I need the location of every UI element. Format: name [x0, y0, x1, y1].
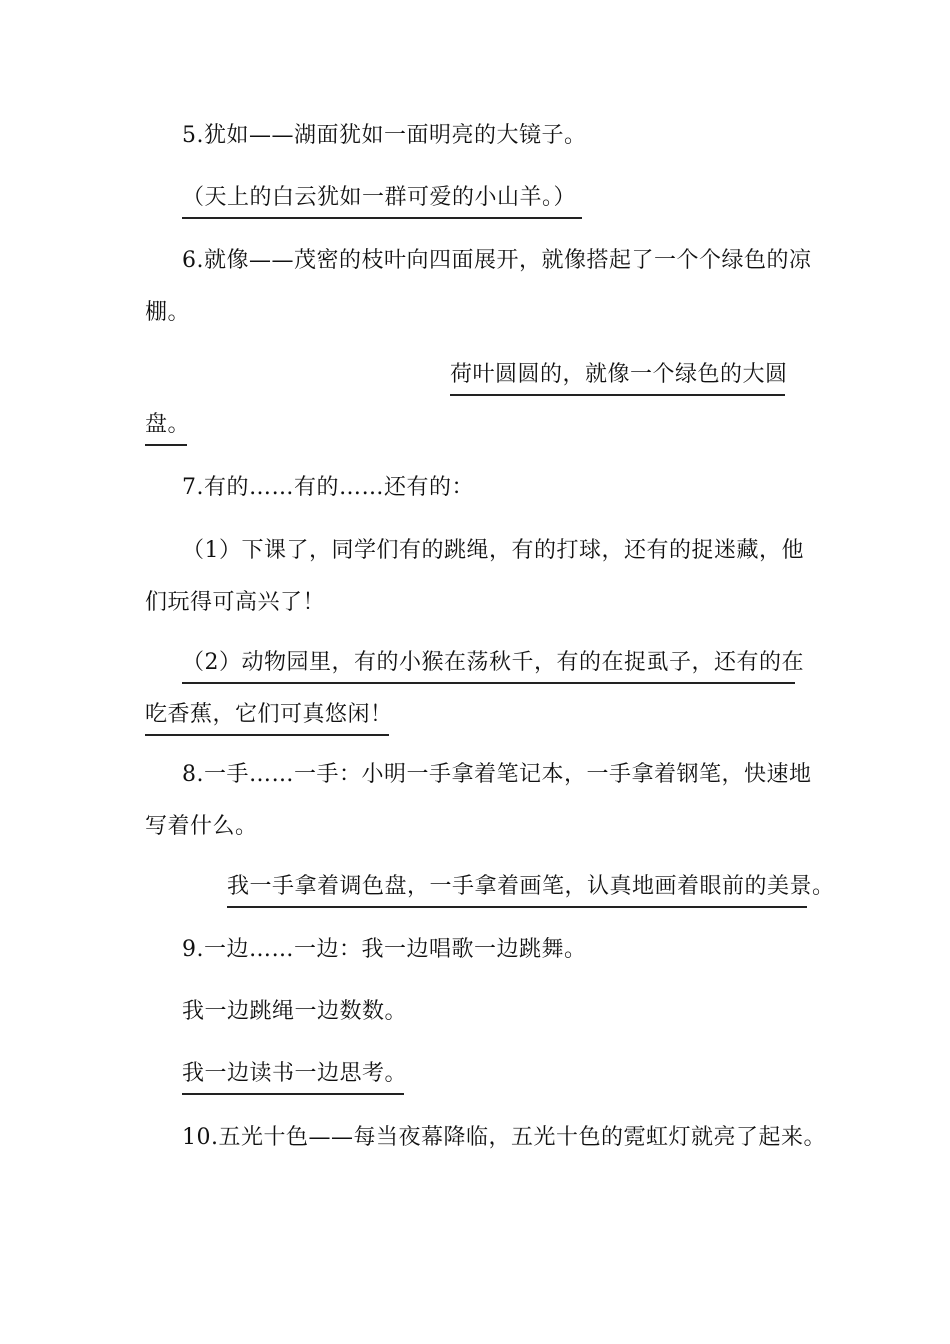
item-7-prompt: 7.有的……有的……还有的： — [182, 475, 474, 500]
item-6-prompt-cont: 棚。 — [145, 300, 191, 325]
item-7-example-1-cont: 们玩得可高兴了！ — [145, 590, 326, 615]
item-7-answer-cont: 吃香蕉，它们可真悠闲！ — [145, 700, 389, 736]
item-8-prompt-cont: 写着什么。 — [145, 814, 258, 839]
item-7-example-1: （1）下课了，同学们有的跳绳，有的打球，还有的捉迷藏，他 — [182, 538, 804, 563]
item-9-prompt: 9.一边……一边：我一边唱歌一边跳舞。 — [182, 937, 587, 962]
item-8-prompt: 8.一手……一手：小明一手拿着笔记本，一手拿着钢笔，快速地 — [182, 762, 812, 787]
item-6-prompt: 6.就像——茂密的枝叶向四面展开，就像搭起了一个个绿色的凉 — [182, 248, 812, 273]
item-6-answer: 荷叶圆圆的，就像一个绿色的大圆 — [450, 360, 785, 396]
item-7-answer: （2）动物园里，有的小猴在荡秋千，有的在捉虱子，还有的在 — [182, 648, 795, 684]
item-10-prompt: 10.五光十色——每当夜幕降临，五光十色的霓虹灯就亮了起来。 — [182, 1125, 826, 1150]
item-9-answer: 我一边读书一边思考。 — [182, 1059, 404, 1095]
item-9-example: 我一边跳绳一边数数。 — [182, 999, 408, 1024]
item-5-prompt: 5.犹如——湖面犹如一面明亮的大镜子。 — [182, 123, 587, 148]
item-5-answer: （天上的白云犹如一群可爱的小山羊。） — [182, 183, 582, 219]
item-8-answer: 我一手拿着调色盘，一手拿着画笔，认真地画着眼前的美景。 — [227, 872, 807, 908]
item-6-answer-cont: 盘。 — [145, 410, 187, 446]
